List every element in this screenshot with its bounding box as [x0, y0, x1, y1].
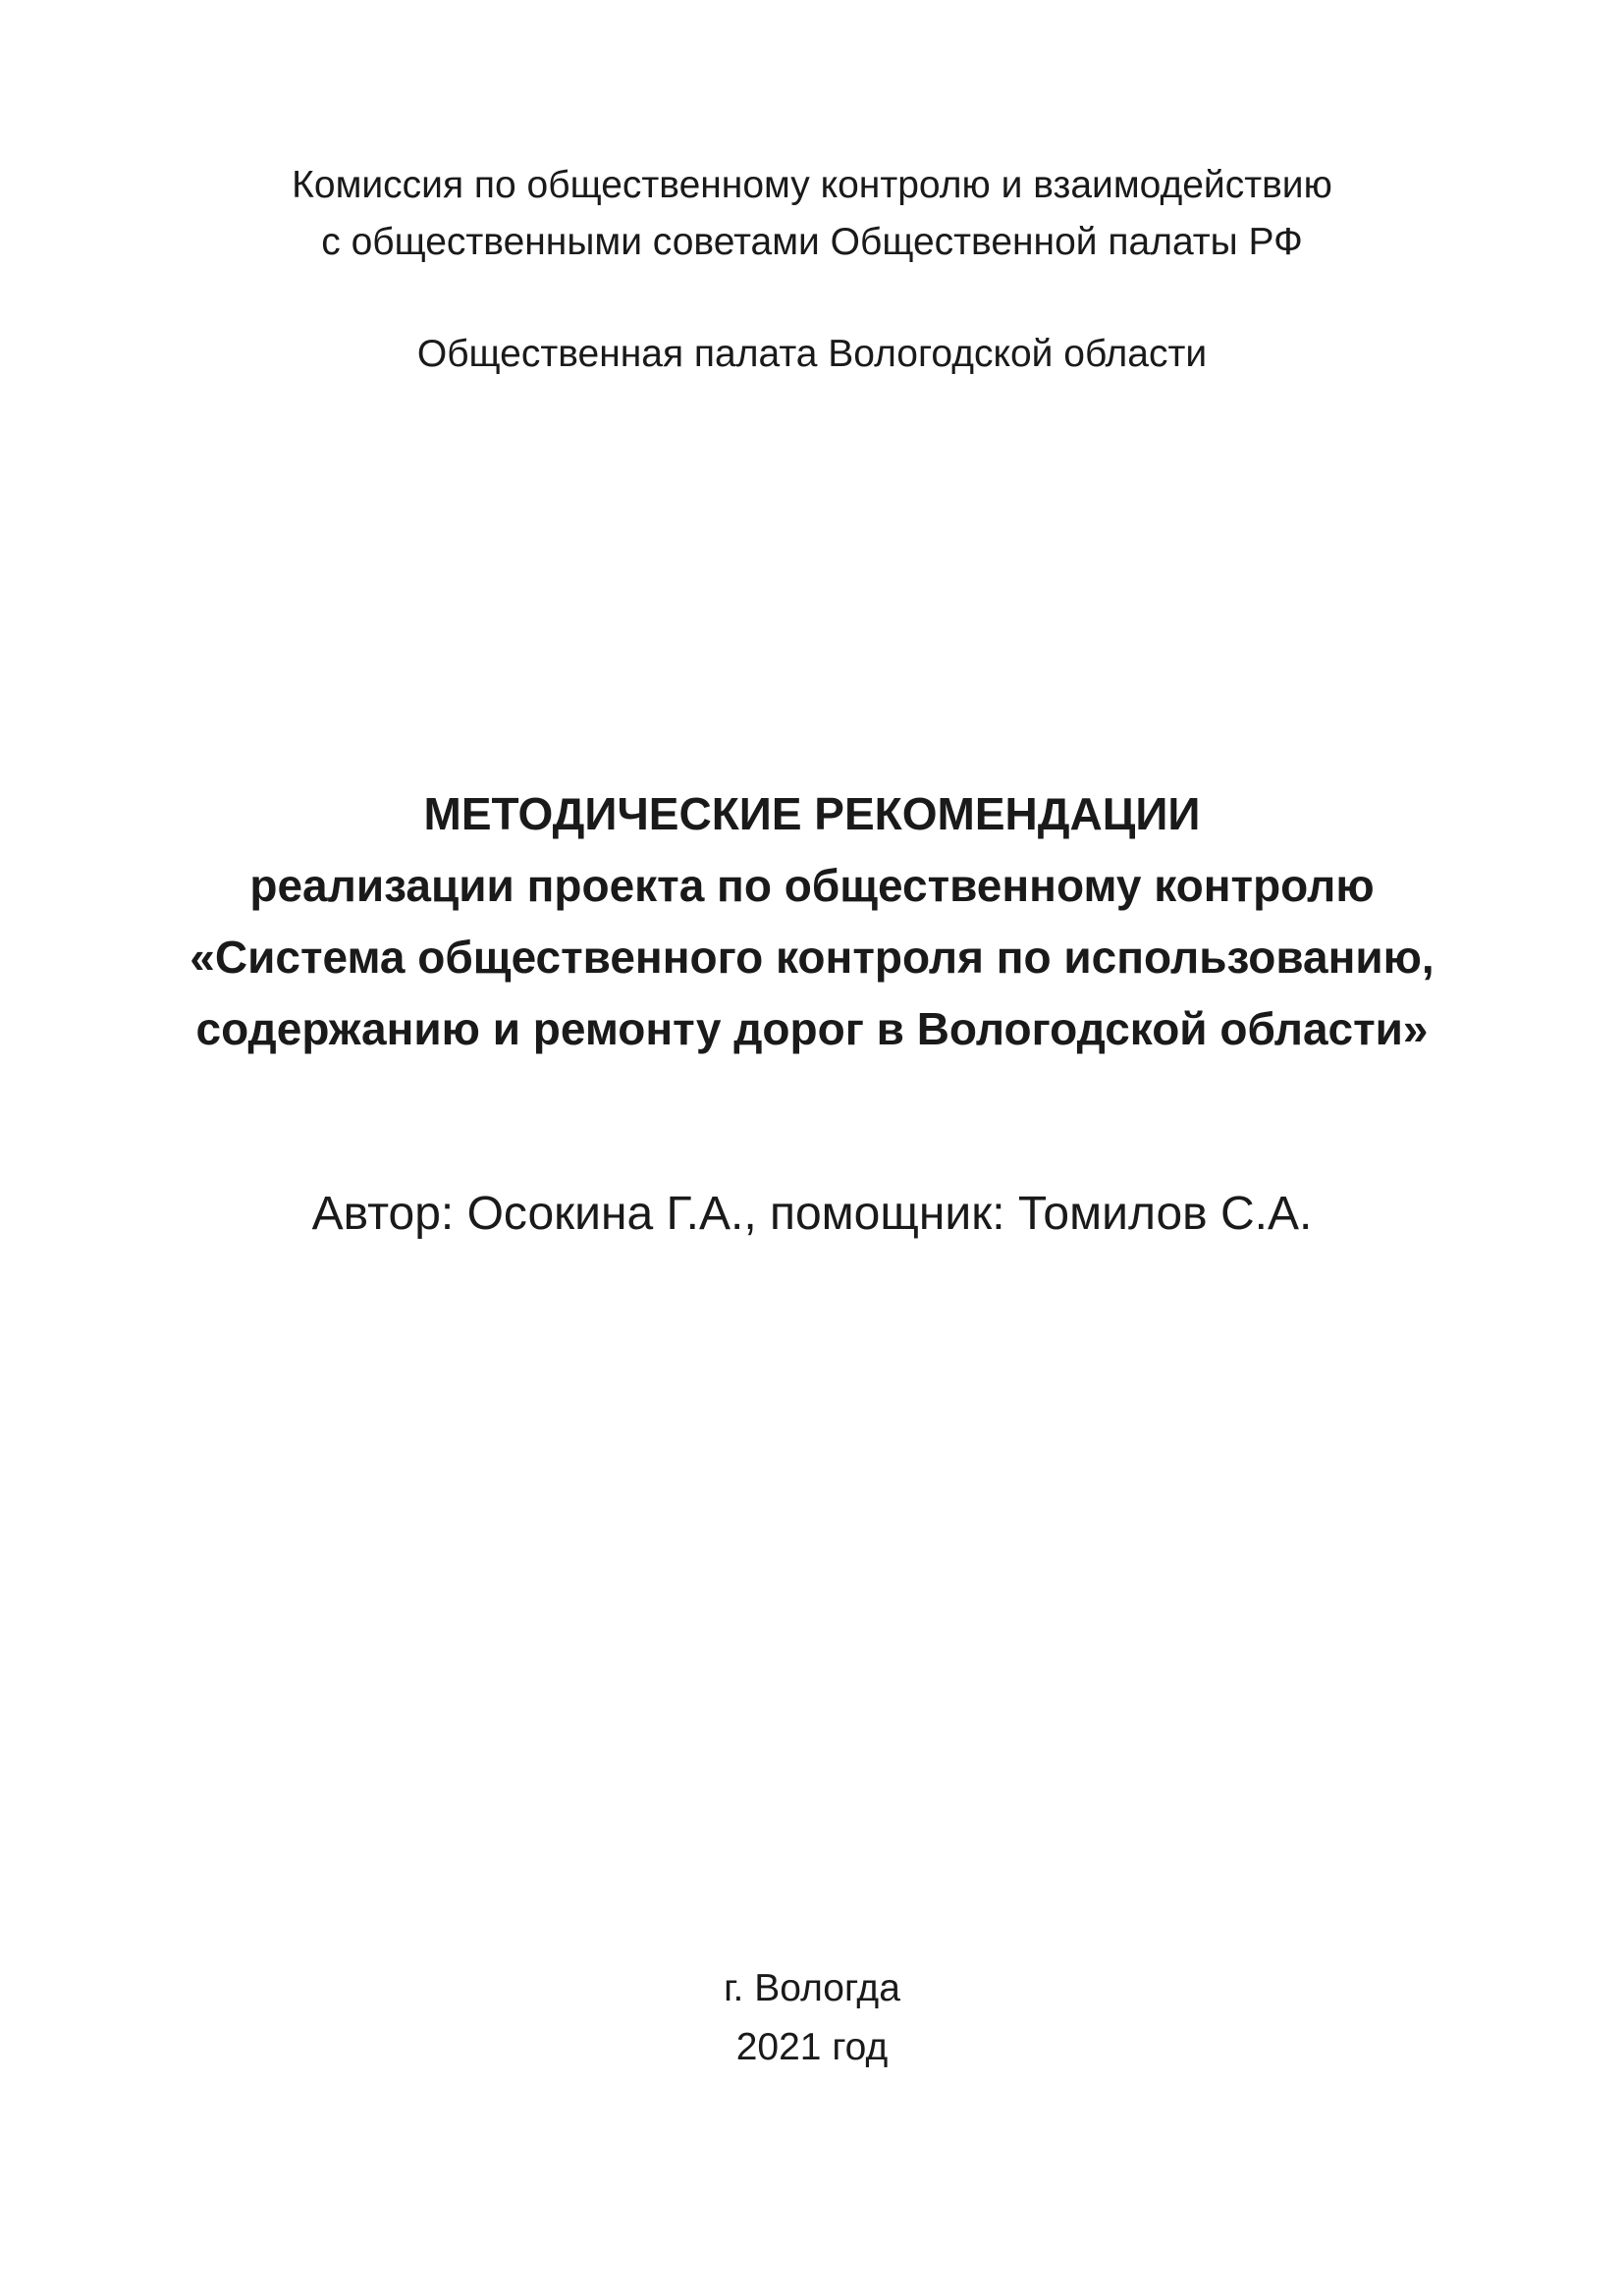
- title-line-3: «Система общественного контроля по использованию,: [189, 932, 1435, 983]
- title-line-1: МЕТОДИЧЕСКИЕ РЕКОМЕНДАЦИИ: [423, 788, 1201, 839]
- chamber-name: Общественная палата Вологодской области: [416, 333, 1208, 375]
- place-and-date: [0, 1959, 1624, 2077]
- city-text: г. Вологда: [724, 1967, 900, 2009]
- commission-line-1: Комиссия по общественному контролю и взаимодействию: [292, 164, 1332, 206]
- commission-line-2: с общественными советами Общественной палаты РФ: [321, 221, 1303, 263]
- title-line-4: содержанию и ремонту дорог в Вологодской области»: [195, 1003, 1429, 1054]
- document-title: [0, 778, 1624, 1065]
- commission-header: [0, 157, 1624, 271]
- year-text: 2021 год: [735, 2026, 889, 2068]
- chamber-header: [0, 326, 1624, 383]
- author-line: [0, 1183, 1624, 1246]
- author-text: Автор: Осокина Г.А., помощник: Томилов С.А.: [311, 1188, 1313, 1240]
- title-line-2: реализации проекта по общественному контролю: [249, 860, 1375, 911]
